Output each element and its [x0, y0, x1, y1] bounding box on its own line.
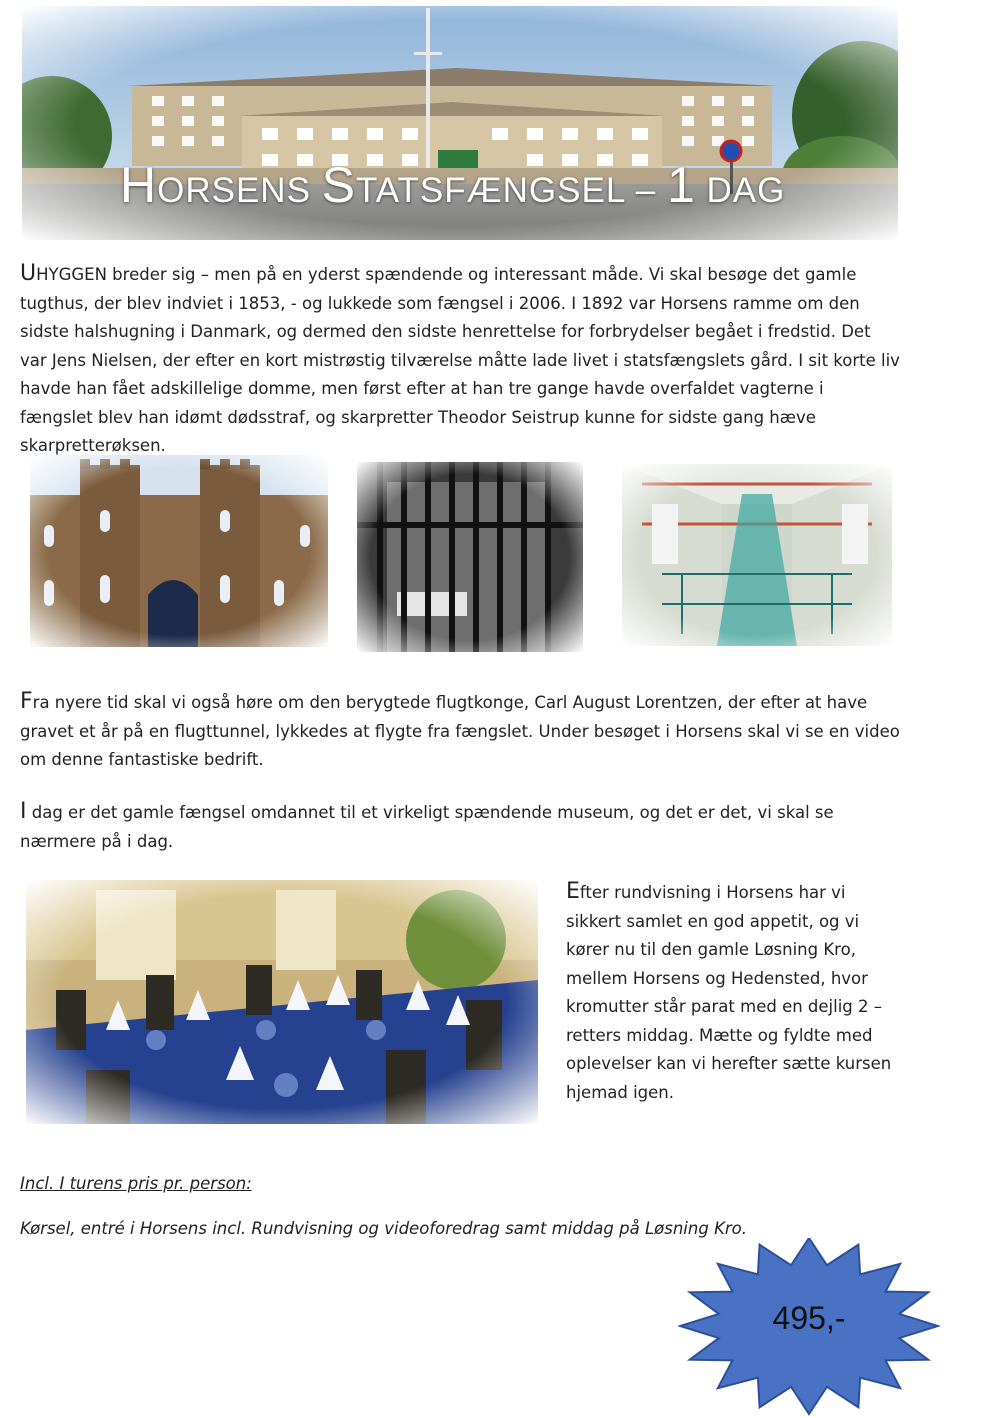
title-initial-s: S — [321, 157, 357, 213]
included-heading: Incl. I turens pris pr. person: — [20, 1174, 252, 1193]
title-number: 1 — [666, 157, 696, 213]
title-initial-h: H — [120, 157, 158, 213]
photo-castle-gate — [30, 455, 328, 647]
intro-text: HYGGEN breder sig – men på en yderst spændende og interessant måde. Vi skal besøge det gamle tugthus, der blev indviet i 1853, - og lukkede som fængsel i 2006. I 1892 var Horsens ramme om den sidste halshugning i Danmark, og dermed den sidste henrettelse for forbrydelser begået i fredstid. Det var Jens Nielsen, der efter en kort mistrøstig tilværelse måtte lade livet i statsfængslets gård. I sit korte liv havde han fået adskillelige domme, men først efter at han tre gange havde overfaldet vagterne i fængslet blev han idømt dødsstraf, og skarpretter Theodor Seistrup kunne for sidste gang hæve skarpretterøksen. — [20, 265, 900, 455]
escape-text: ra nyere tid skal vi også høre om den berygtede flugtkonge, Carl August Lorentzen, der efter at have gravet et år på en flugttunnel, lykkedes at flygte fra fængslet. Under besøget i Horsens skal vi se en video om denne fantastiske bedrift. — [20, 693, 900, 769]
price-badge — [678, 1238, 940, 1418]
museum-paragraph — [20, 798, 900, 856]
title-dash: – — [625, 171, 667, 210]
title-part-tatsfaengsel: TATSFÆNGSEL — [356, 171, 626, 210]
castle-gate-illustration — [30, 455, 328, 647]
escape-paragraph — [20, 688, 900, 775]
photo-restaurant-dining — [26, 880, 538, 1124]
intro-paragraph — [20, 260, 900, 461]
price-label: 495,- — [772, 1300, 846, 1336]
dining-room-illustration — [26, 880, 538, 1124]
page-title — [120, 157, 880, 213]
escape-dropcap: F — [20, 689, 33, 714]
photo-cell-block-interior — [622, 464, 892, 646]
included-text: Kørsel, entré i Horsens incl. Rundvisning og videoforedrag samt middag på Løsning Kro. — [20, 1219, 748, 1238]
dinner-dropcap: E — [566, 879, 580, 904]
dinner-paragraph — [566, 878, 896, 1107]
museum-text: dag er det gamle fængsel omdannet til et virkeligt spændende museum, og det er det, vi skal se nærmere på i dag. — [20, 803, 834, 851]
title-part-orsens: ORSENS — [157, 171, 311, 210]
prison-cell-illustration — [357, 462, 583, 652]
cell-block-illustration — [622, 464, 892, 646]
dinner-text: fter rundvisning i Horsens har vi sikkert samlet en god appetit, og vi kører nu til den gamle Løsning Kro, mellem Horsens og Hedensted, hvor kromutter står parat med en dejlig 2 – retters middag. Mætte og fyldte med oplevelser kan vi herefter sætte kursen hjemad igen. — [566, 883, 892, 1102]
museum-dropcap: I — [20, 799, 27, 824]
title-part-dag: DAG — [695, 171, 786, 210]
photo-prison-cell — [357, 462, 583, 652]
intro-dropcap: U — [20, 261, 37, 286]
